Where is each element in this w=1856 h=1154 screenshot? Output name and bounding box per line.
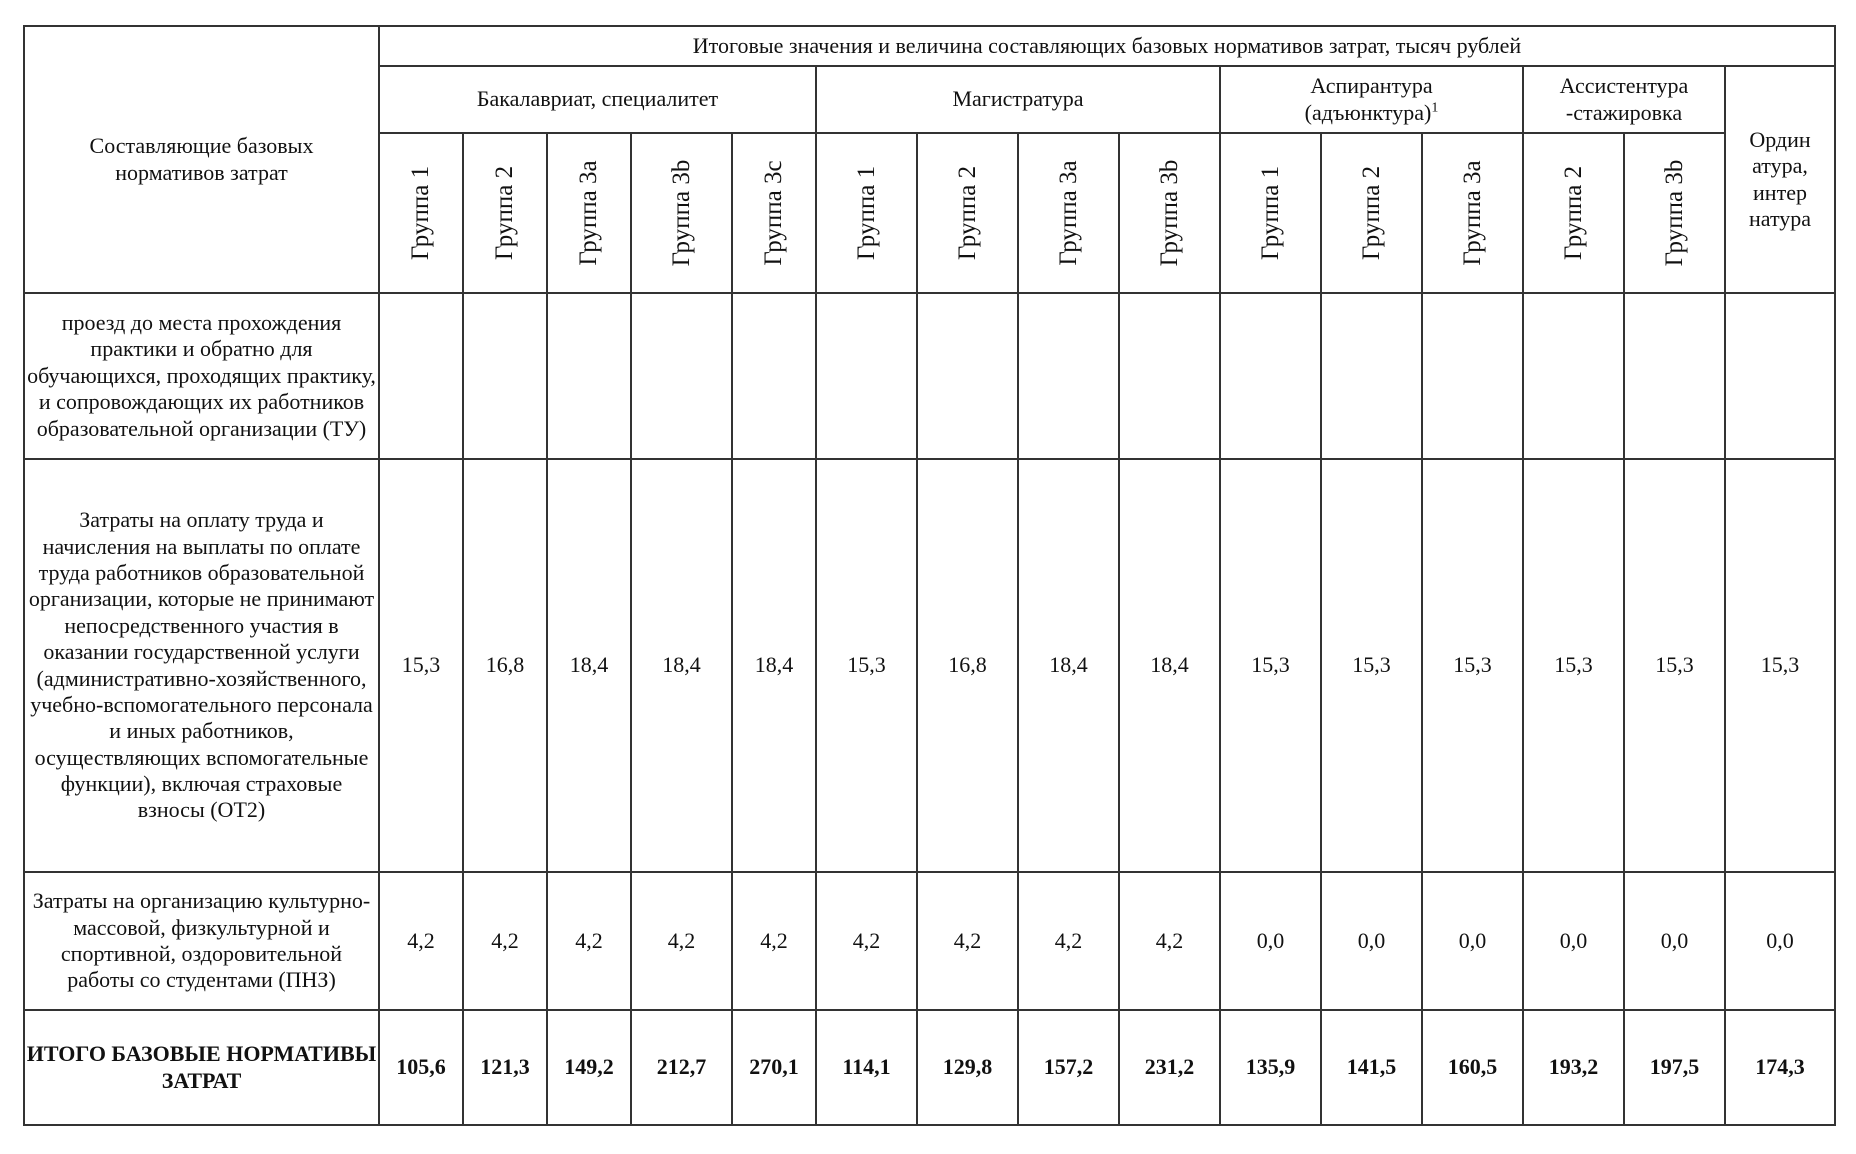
total-value-cell: 135,9 xyxy=(1220,1010,1321,1125)
value-cell: 0,0 xyxy=(1523,872,1624,1010)
row-label: проезд до места прохождения практики и обратно для обучающихся, проходящих практику, и сопровождающих их работников образовательной организации (ТУ) xyxy=(24,293,379,459)
value-cell: 18,4 xyxy=(1119,459,1220,872)
group-header: Группа 3b xyxy=(1119,133,1220,293)
value-cell: 15,3 xyxy=(1725,459,1835,872)
total-label: ИТОГО БАЗОВЫЕ НОРМАТИВЫ ЗАТРАТ xyxy=(24,1010,379,1125)
group-header: Группа 3c xyxy=(732,133,816,293)
total-value-cell: 270,1 xyxy=(732,1010,816,1125)
total-value-cell: 212,7 xyxy=(631,1010,732,1125)
value-cell: 15,3 xyxy=(1220,459,1321,872)
table-row xyxy=(24,872,1835,1010)
value-cell: 4,2 xyxy=(379,872,463,1010)
row-label: Затраты на организацию культурно-массовой, физкультурной и спортивной, оздоровительной работы со студентами (ПНЗ) xyxy=(24,872,379,1010)
value-cell: 18,4 xyxy=(732,459,816,872)
group-header: Группа 2 xyxy=(917,133,1018,293)
value-cell: 18,4 xyxy=(631,459,732,872)
value-cell: 4,2 xyxy=(917,872,1018,1010)
level-postgraduate xyxy=(1220,66,1523,133)
group-header: Группа 3a xyxy=(1422,133,1523,293)
value-cell: 4,2 xyxy=(547,872,631,1010)
level-bachelor: Бакалавриат, специалитет xyxy=(379,66,816,133)
value-cell xyxy=(1220,293,1321,459)
group-header: Группа 3b xyxy=(1624,133,1725,293)
level-residency: Ордин атура, интер натура xyxy=(1725,66,1835,293)
level-assistantship xyxy=(1523,66,1725,133)
value-cell: 15,3 xyxy=(1624,459,1725,872)
total-value-cell: 157,2 xyxy=(1018,1010,1119,1125)
value-cell: 15,3 xyxy=(1523,459,1624,872)
group-header: Группа 3a xyxy=(1018,133,1119,293)
value-cell: 4,2 xyxy=(732,872,816,1010)
value-cell xyxy=(917,293,1018,459)
value-cell: 16,8 xyxy=(917,459,1018,872)
value-cell: 15,3 xyxy=(1422,459,1523,872)
row-header-cell: Составляющие базовых нормативов затрат xyxy=(24,26,379,293)
level-master: Магистратура xyxy=(816,66,1220,133)
group-header: Группа 2 xyxy=(1523,133,1624,293)
value-cell: 0,0 xyxy=(1321,872,1422,1010)
value-cell xyxy=(379,293,463,459)
group-header: Группа 1 xyxy=(816,133,917,293)
level-postgraduate-line1: Аспирантура xyxy=(1310,73,1433,99)
value-cell xyxy=(1018,293,1119,459)
value-cell: 0,0 xyxy=(1725,872,1835,1010)
total-value-cell: 231,2 xyxy=(1119,1010,1220,1125)
total-value-cell: 121,3 xyxy=(463,1010,547,1125)
value-cell: 4,2 xyxy=(1119,872,1220,1010)
group-header: Группа 1 xyxy=(379,133,463,293)
total-value-cell: 197,5 xyxy=(1624,1010,1725,1125)
table-row xyxy=(24,459,1835,872)
total-value-cell: 129,8 xyxy=(917,1010,1018,1125)
value-cell: 15,3 xyxy=(379,459,463,872)
value-cell: 15,3 xyxy=(816,459,917,872)
value-cell: 4,2 xyxy=(631,872,732,1010)
value-cell: 16,8 xyxy=(463,459,547,872)
value-cell xyxy=(463,293,547,459)
value-cell xyxy=(816,293,917,459)
value-cell xyxy=(1725,293,1835,459)
value-cell xyxy=(547,293,631,459)
footnote-mark: 1 xyxy=(1431,100,1439,116)
group-header: Группа 2 xyxy=(1321,133,1422,293)
total-value-cell: 160,5 xyxy=(1422,1010,1523,1125)
group-header: Группа 3a xyxy=(547,133,631,293)
level-postgraduate-line2: (адъюнктура) xyxy=(1304,99,1432,125)
row-label: Затраты на оплату труда и начисления на выплаты по оплате труда работников образовательной организации, которые не принимают непосредственного участия в оказании государственной услуги (административно-хозяйственного, учебно-вспомогательного персонала и иных работников, осуществляющих вспомогательные функции), включая страховые взносы (ОТ2) xyxy=(24,459,379,872)
total-value-cell: 149,2 xyxy=(547,1010,631,1125)
value-cell: 4,2 xyxy=(463,872,547,1010)
value-cell: 18,4 xyxy=(547,459,631,872)
value-cell xyxy=(732,293,816,459)
total-value-cell: 141,5 xyxy=(1321,1010,1422,1125)
value-cell: 18,4 xyxy=(1018,459,1119,872)
value-cell xyxy=(1321,293,1422,459)
table-title: Итоговые значения и величина составляющих базовых нормативов затрат, тысяч рублей xyxy=(379,26,1835,66)
total-value-cell: 193,2 xyxy=(1523,1010,1624,1125)
table-row xyxy=(24,293,1835,459)
total-value-cell: 174,3 xyxy=(1725,1010,1835,1125)
total-value-cell: 114,1 xyxy=(816,1010,917,1125)
total-value-cell: 105,6 xyxy=(379,1010,463,1125)
group-header: Группа 1 xyxy=(1220,133,1321,293)
value-cell xyxy=(1422,293,1523,459)
value-cell xyxy=(1624,293,1725,459)
value-cell: 0,0 xyxy=(1422,872,1523,1010)
value-cell: 4,2 xyxy=(1018,872,1119,1010)
total-row xyxy=(24,1010,1835,1125)
group-header: Группа 2 xyxy=(463,133,547,293)
value-cell xyxy=(1523,293,1624,459)
group-header: Группа 3b xyxy=(631,133,732,293)
norms-table xyxy=(23,25,1836,1126)
value-cell: 0,0 xyxy=(1220,872,1321,1010)
value-cell: 0,0 xyxy=(1624,872,1725,1010)
level-assistantship-line2: -стажировка xyxy=(1565,99,1683,125)
value-cell: 4,2 xyxy=(816,872,917,1010)
level-assistantship-line1: Ассистентура xyxy=(1559,73,1689,99)
value-cell xyxy=(631,293,732,459)
value-cell: 15,3 xyxy=(1321,459,1422,872)
value-cell xyxy=(1119,293,1220,459)
